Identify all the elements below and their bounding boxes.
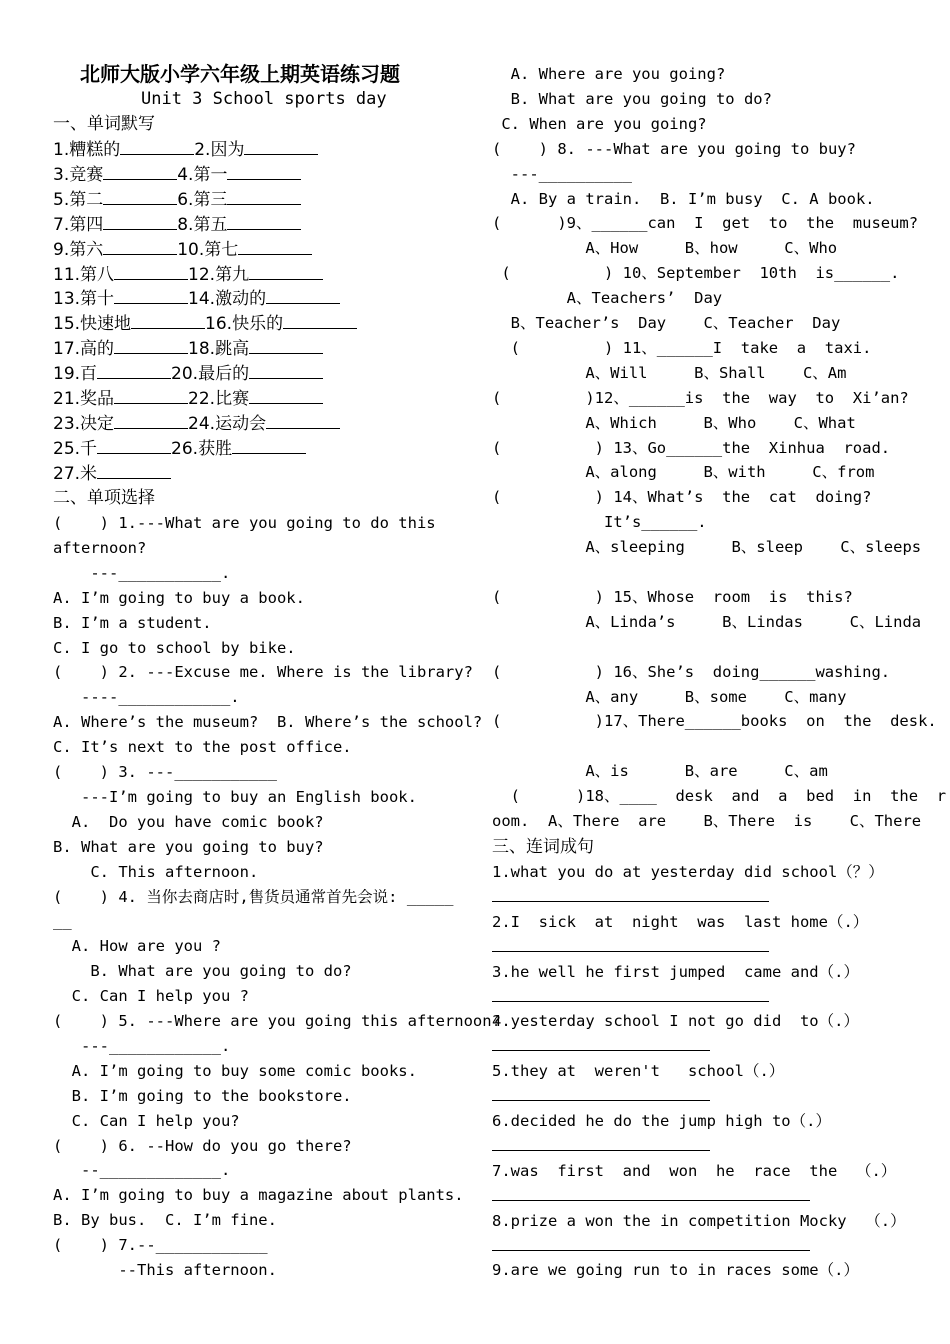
question-line: A. How are you ?: [53, 937, 221, 956]
question-line: It’s______.: [492, 513, 707, 532]
vocab-term: 24.运动会: [188, 413, 267, 434]
question-line: C. It’s next to the post office.: [53, 738, 352, 757]
question-line: A. Where’s the museum? B. Where’s the school?: [53, 713, 483, 732]
vocab-term: 11.第八: [53, 264, 115, 285]
answer-blank[interactable]: [114, 286, 188, 304]
question-line: A. I’m going to buy a magazine about plants.: [53, 1186, 464, 1205]
question-line: A. Do you have comic book?: [53, 812, 324, 831]
vocab-row: [53, 162, 301, 187]
answer-blank[interactable]: [114, 411, 188, 429]
question-line: ( ) 14、What’s the cat doing?: [492, 488, 872, 507]
vocab-row: [53, 361, 323, 386]
scrambled-sentence: 4.yesterday school I not go did to（.）: [492, 1012, 859, 1031]
vocab-row: [53, 336, 323, 361]
question-line: oom. A、There are B、There is C、There: [492, 812, 922, 830]
answer-blank[interactable]: [97, 361, 171, 379]
scrambled-sentence: 5.they at weren't school（.）: [492, 1062, 785, 1081]
answer-blank[interactable]: [131, 311, 205, 329]
question-line: --This afternoon.: [53, 1261, 277, 1279]
vocab-term: 17.高的: [53, 339, 115, 360]
answer-blank[interactable]: [103, 237, 177, 255]
question-line: ( )9、______can I get to the museum?: [492, 214, 919, 233]
answer-blank[interactable]: [227, 162, 301, 180]
answer-blank[interactable]: [120, 137, 194, 155]
vocab-term: 13.第十: [53, 289, 115, 310]
vocab-term: 16.快乐的: [205, 314, 284, 335]
question-line: ( ) 2. ---Excuse me. Where is the library?: [53, 663, 473, 682]
vocab-term: 1.糟糕的: [53, 140, 121, 160]
question-line: A、sleeping B、sleep C、sleeps: [492, 538, 922, 557]
vocab-term: 14.激动的: [188, 289, 267, 310]
vocab-term: 26.获胜: [171, 438, 233, 459]
vocab-term: 3.竞赛: [53, 164, 104, 185]
answer-line[interactable]: [492, 951, 769, 952]
vocab-term: 19.百: [53, 364, 98, 385]
question-line: ( )17、There______books on the desk.: [492, 712, 937, 731]
vocab-term: 23.决定: [53, 413, 115, 434]
scrambled-sentence: 6.decided he do the jump high to（.）: [492, 1112, 831, 1130]
vocab-term: 5.第二: [53, 189, 104, 210]
question-line: ---I’m going to buy an English book.: [53, 787, 417, 806]
scrambled-sentence: 3.he well he first jumped came and（.）: [492, 962, 859, 981]
scrambled-sentence: 2.I sick at night was last home（.）: [492, 912, 869, 931]
answer-blank[interactable]: [103, 162, 177, 180]
question-line: afternoon?: [53, 538, 147, 557]
question-line: ( ) 13、Go______the Xinhua road.: [492, 438, 891, 457]
vocab-term: 21.奖品: [53, 389, 115, 409]
vocab-term: 18.跳高: [188, 339, 250, 360]
question-line: C. Can I help you ?: [53, 987, 249, 1006]
answer-blank[interactable]: [266, 286, 340, 304]
question-line: A、along B、with C、from: [492, 463, 875, 482]
scrambled-sentence: 1.what you do at yesterday did school（？）: [492, 863, 884, 881]
question-line: A. Where are you going?: [492, 65, 726, 83]
vocab-row: [53, 137, 318, 162]
vocab-row: [53, 436, 306, 461]
answer-blank[interactable]: [114, 262, 188, 280]
answer-blank[interactable]: [232, 436, 306, 454]
section2-heading: 二、单项选择: [53, 488, 155, 508]
question-line: A、Linda’s B、Lindas C、Linda: [492, 612, 922, 631]
question-line: A、Will B、Shall C、Am: [492, 363, 847, 382]
question-line: ( )18、____ desk and a bed in the r: [492, 787, 947, 806]
answer-line[interactable]: [492, 1001, 769, 1002]
question-line: B. What are you going to buy?: [53, 837, 324, 856]
vocab-term: 9.第六: [53, 239, 104, 260]
question-line: A. I’m going to buy a book.: [53, 588, 305, 607]
question-line: ( ) 10、September 10th is______.: [492, 264, 900, 283]
answer-line[interactable]: [492, 1250, 810, 1251]
question-line: B、Teacher’s Day C、Teacher Day: [492, 314, 841, 332]
question-line: ---__________: [492, 164, 632, 183]
vocab-term: 27.米: [53, 463, 98, 484]
answer-blank[interactable]: [249, 262, 323, 280]
vocab-term: 22.比赛: [188, 389, 250, 409]
question-line: ( ) 4. 当你去商店时,售货员通常首先会说: _____: [53, 887, 454, 906]
question-line: ---___________.: [53, 563, 231, 582]
question-line: B. I’m going to the bookstore.: [53, 1086, 352, 1105]
vocab-term: 2.因为: [194, 140, 245, 160]
answer-blank[interactable]: [114, 336, 188, 354]
answer-blank[interactable]: [244, 137, 318, 155]
question-line: ( ) 6. --How do you go there?: [53, 1136, 352, 1155]
scrambled-sentence: 9.are we going run to in races some（.）: [492, 1261, 859, 1280]
vocab-term: 25.千: [53, 438, 98, 459]
answer-blank[interactable]: [227, 212, 301, 230]
vocab-term: 10.第七: [177, 239, 239, 260]
unit-subtitle: Unit 3 School sports day: [141, 89, 387, 109]
question-line: ( ) 15、Whose room is this?: [492, 587, 853, 606]
vocab-term: 20.最后的: [171, 364, 250, 385]
question-line: ( ) 7.--____________: [53, 1236, 268, 1255]
section1-heading: 一、单词默写: [53, 114, 155, 134]
answer-blank[interactable]: [283, 311, 357, 329]
question-line: C. This afternoon.: [53, 862, 259, 881]
section3-heading: 三、连词成句: [492, 837, 594, 857]
question-line: ----____________.: [53, 688, 240, 707]
question-line: ---____________.: [53, 1036, 231, 1055]
answer-line[interactable]: [492, 1100, 710, 1101]
answer-blank[interactable]: [238, 237, 312, 255]
answer-blank[interactable]: [249, 361, 323, 379]
scrambled-sentence: 8.prize a won the in competition Mocky （.）: [492, 1211, 906, 1230]
question-line: C. When are you going?: [492, 114, 707, 133]
answer-line[interactable]: [492, 901, 769, 902]
question-line: A、Which B、Who C、What: [492, 413, 856, 432]
question-line: ( ) 11、______I take a taxi.: [492, 338, 872, 357]
question-line: A、How B、how C、Who: [492, 239, 838, 258]
answer-blank[interactable]: [266, 411, 340, 429]
answer-blank[interactable]: [103, 212, 177, 230]
vocab-row: [53, 311, 357, 336]
question-line: A. By a train. B. I’m busy C. A book.: [492, 189, 875, 208]
vocab-term: 4.第一: [177, 164, 228, 185]
vocab-row: [53, 411, 340, 436]
vocab-term: 8.第五: [177, 214, 228, 235]
question-line: A、is B、are C、am: [492, 762, 828, 781]
question-line: ( )12、______is the way to Xi’an?: [492, 388, 909, 407]
answer-blank[interactable]: [249, 336, 323, 354]
question-line: B. I’m a student.: [53, 613, 212, 632]
vocab-term: 7.第四: [53, 214, 104, 235]
answer-line[interactable]: [492, 1050, 710, 1051]
answer-line[interactable]: [492, 1150, 710, 1151]
question-line: ( ) 1.---What are you going to do this: [53, 514, 436, 532]
vocab-row: [53, 386, 323, 411]
answer-blank[interactable]: [97, 461, 171, 479]
answer-blank[interactable]: [227, 187, 301, 205]
answer-blank[interactable]: [114, 386, 188, 404]
vocab-row: [53, 286, 340, 311]
worksheet-title: 北师大版小学六年级上期英语练习题: [80, 62, 400, 86]
question-line: ( ) 8. ---What are you going to buy?: [492, 139, 856, 158]
answer-blank[interactable]: [249, 386, 323, 404]
question-line: ( ) 3. ---___________: [53, 763, 277, 781]
question-line: ( ) 5. ---Where are you going this afternoon?: [53, 1012, 501, 1030]
question-line: C. Can I help you?: [53, 1111, 240, 1130]
vocab-row: [53, 461, 171, 486]
question-line: C. I go to school by bike.: [53, 638, 296, 657]
question-line: B. What are you going to do?: [53, 962, 352, 981]
question-line: A、Teachers’ Day: [492, 289, 723, 308]
answer-line[interactable]: [492, 1200, 810, 1201]
question-line: A. I’m going to buy some comic books.: [53, 1061, 417, 1080]
question-line: B. What are you going to do?: [492, 89, 772, 108]
question-line: ( ) 16、She’s doing______washing.: [492, 662, 891, 681]
vocab-row: [53, 187, 301, 212]
question-line: __: [53, 912, 72, 931]
vocab-term: 12.第九: [188, 264, 250, 285]
vocab-row: [53, 262, 323, 287]
answer-blank[interactable]: [97, 436, 171, 454]
question-line: A、any B、some C、many: [492, 687, 847, 706]
vocab-row: [53, 212, 301, 237]
vocab-term: 6.第三: [177, 189, 228, 210]
question-line: --_____________.: [53, 1161, 231, 1180]
scrambled-sentence: 7.was first and won he race the （.）: [492, 1161, 897, 1180]
vocab-row: [53, 237, 312, 262]
question-line: B. By bus. C. I’m fine.: [53, 1211, 277, 1230]
vocab-term: 15.快速地: [53, 314, 132, 335]
answer-blank[interactable]: [103, 187, 177, 205]
